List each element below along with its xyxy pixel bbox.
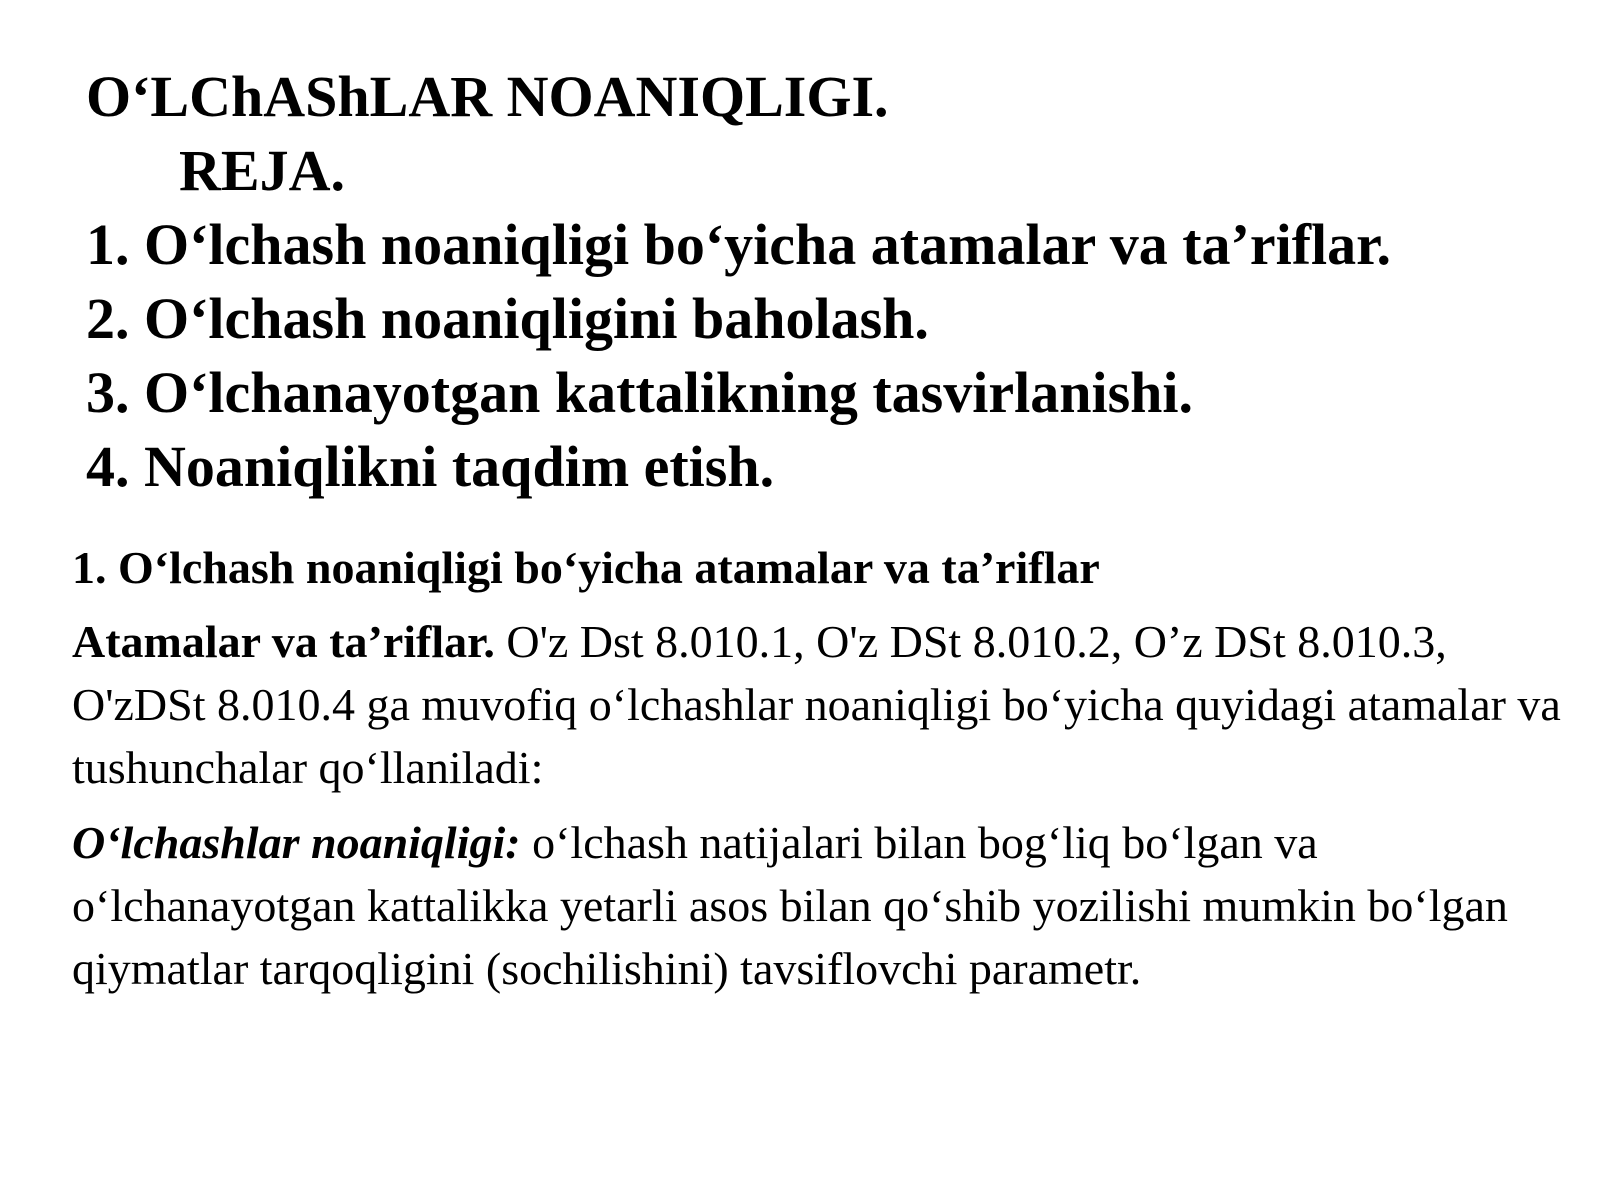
paragraph-terms <box>72 610 1572 799</box>
plan-item-4: 4. Noaniqlikni taqdim etish. <box>86 434 775 499</box>
paragraph-definition-lead: O‘lchashlar noaniqligi: <box>72 817 521 868</box>
paragraph-definition <box>72 811 1572 1000</box>
plan-item-2: 2. O‘lchash noaniqligini baholash. <box>86 286 929 351</box>
section-heading: 1. O‘lchash noaniqligi bo‘yicha atamalar va ta’riflar <box>72 542 1100 593</box>
plan-item-1: 1. O‘lchash noaniqligi bo‘yicha atamalar va ta’riflar. <box>86 212 1392 277</box>
page-title: O‘LChAShLAR NOANIQLIGI. <box>86 64 889 129</box>
plan-item-3: 3. O‘lchanayotgan kattalikning tasvirlanishi. <box>86 360 1194 425</box>
plan-block <box>86 60 1566 504</box>
plan-label: REJA. <box>179 138 345 203</box>
paragraph-terms-text: O'z Dst 8.010.1, O'z DSt 8.010.2, O’z DSt 8.010.3, O'zDSt 8.010.4 ga muvofiq o‘lchashlar noaniqligi bo‘yicha quyidagi atamalar va tushunchalar qo‘llaniladi: <box>72 616 1561 793</box>
paragraph-definition-text: o‘lchash natijalari bilan bog‘liq bo‘lgan va o‘lchanayotgan kattalikka yetarli asos bilan qo‘shib yozilishi mumkin bo‘lgan qiymatlar tarqoqligini (sochilishini) tavsiflovchi parametr. <box>72 817 1508 994</box>
paragraph-terms-lead: Atamalar va ta’riflar. <box>72 616 495 667</box>
content-block <box>72 538 1572 1012</box>
